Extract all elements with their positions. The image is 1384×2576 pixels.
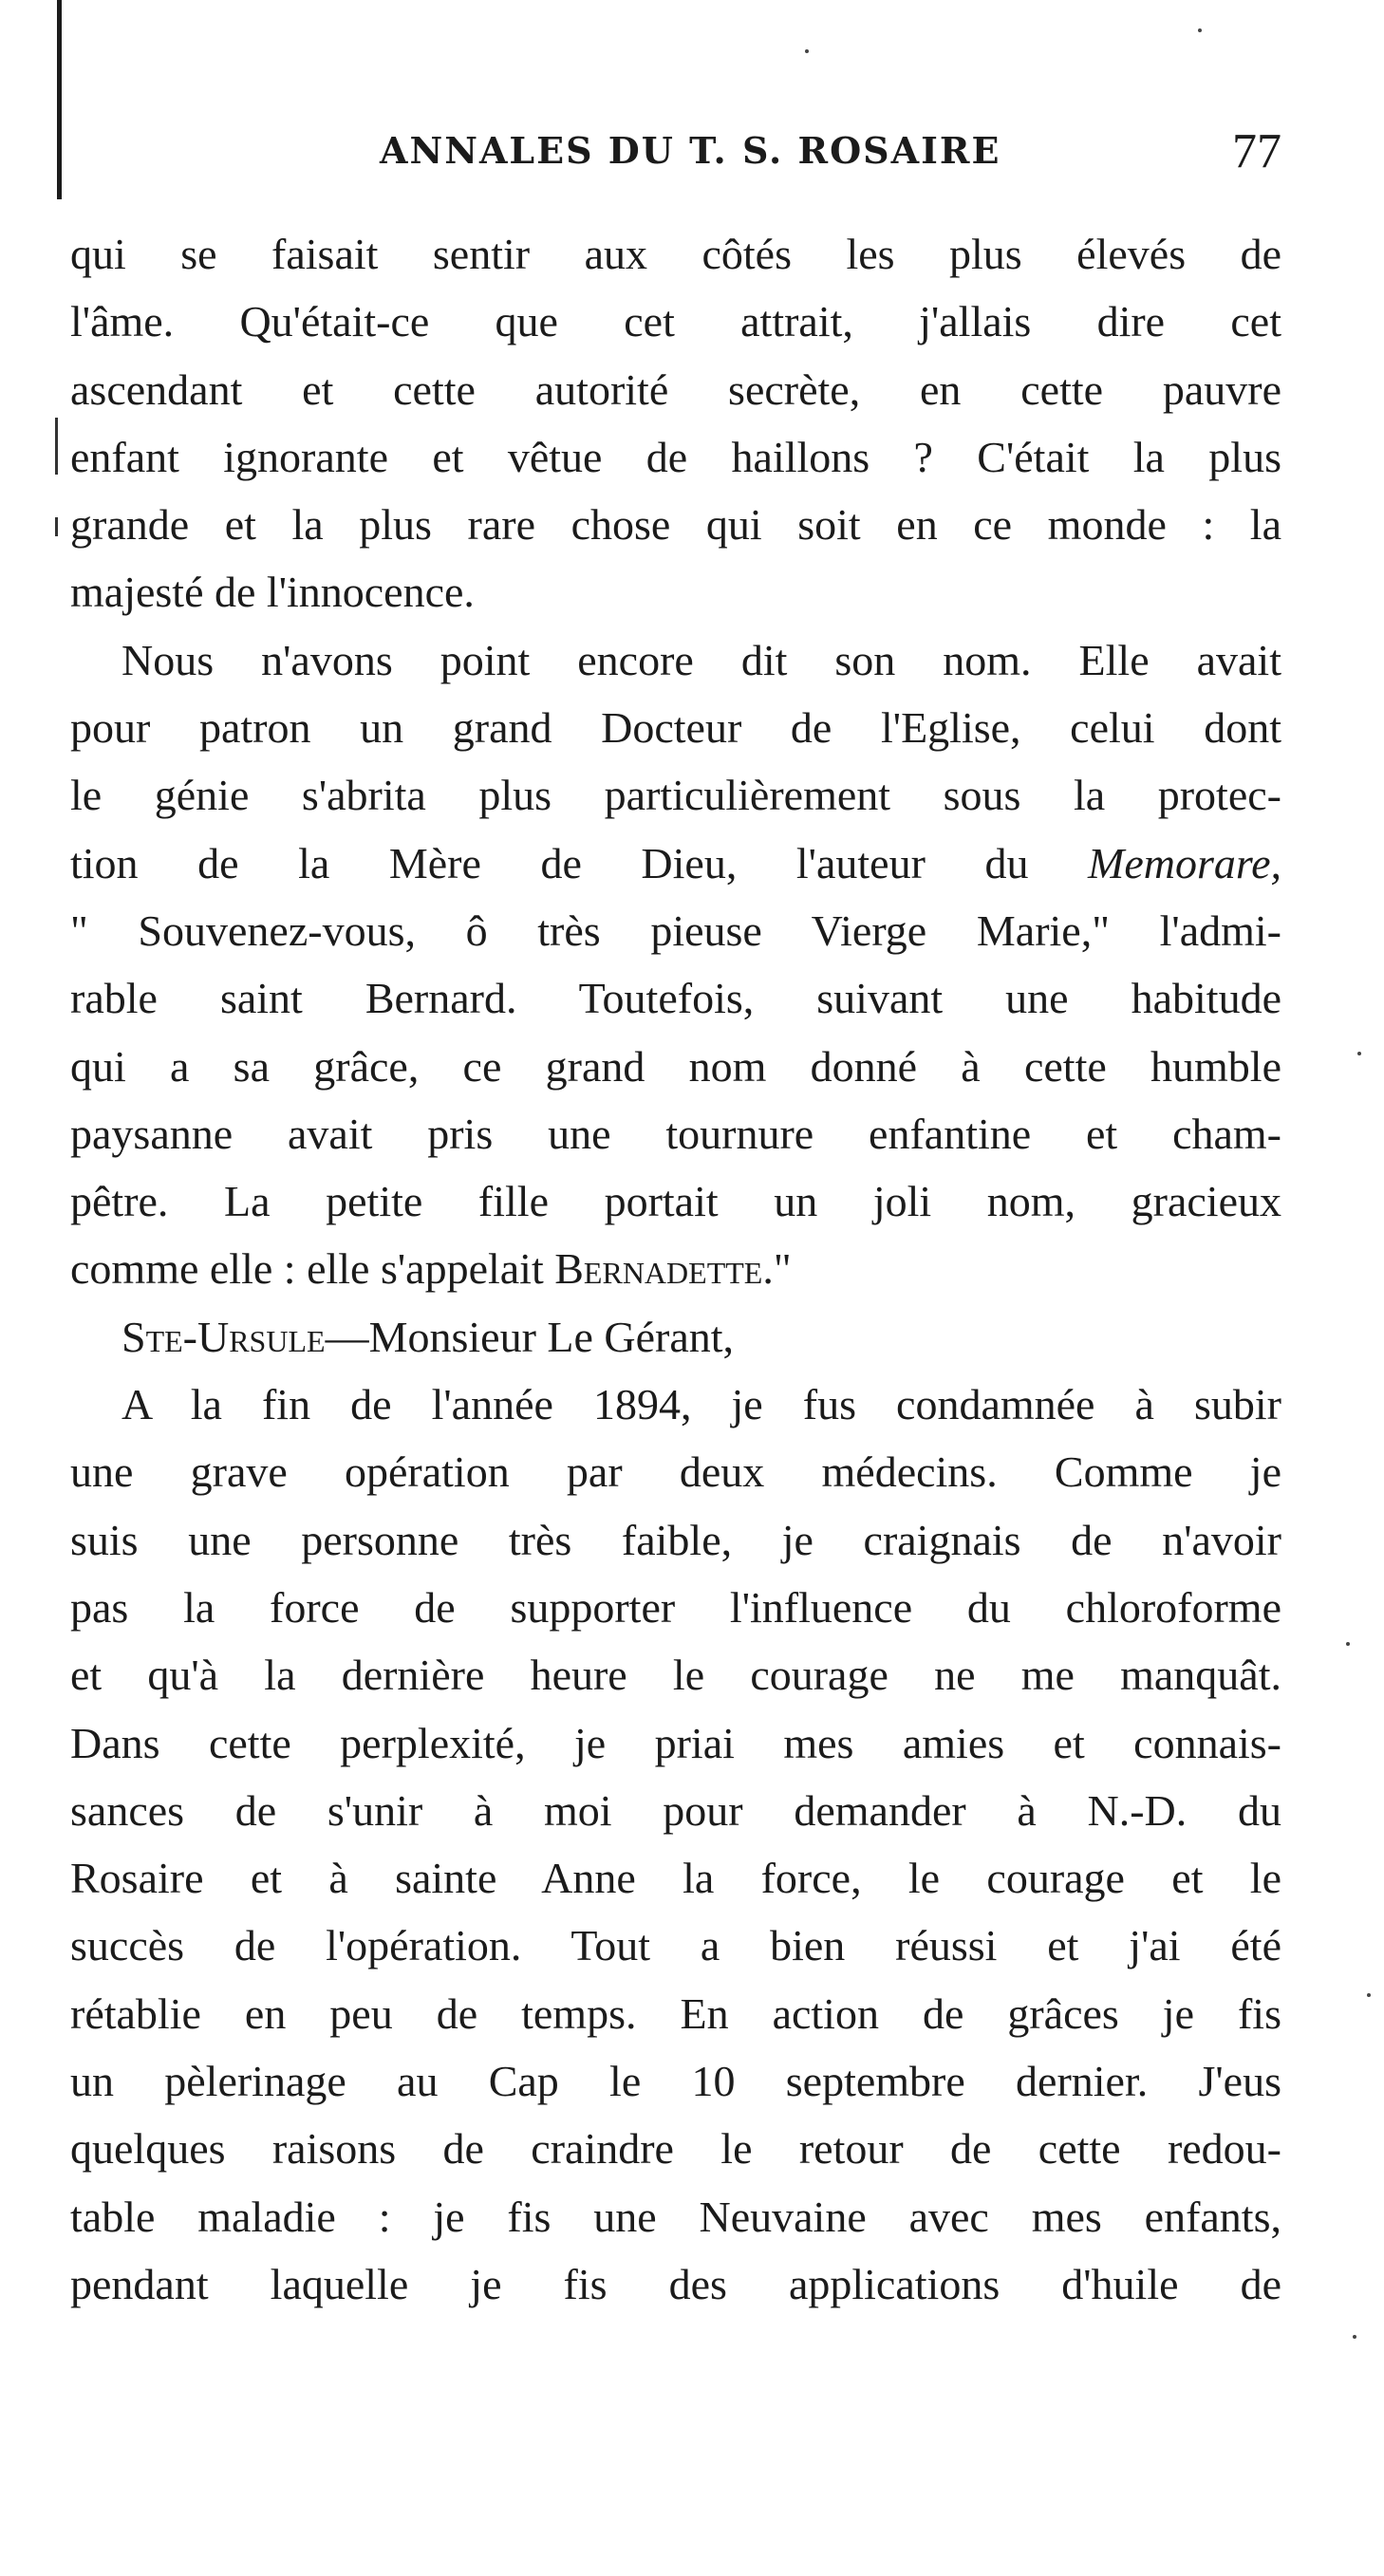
paper-speck: [1346, 1642, 1350, 1646]
paper-speck: [805, 49, 809, 53]
text-line: Nous n'avons point encore dit son nom. Elle avait: [122, 635, 1281, 684]
page-number: 77: [1232, 124, 1281, 178]
text-line: rétablie en peu de temps. En action de grâces je fis: [70, 1988, 1281, 2038]
text-line: ascendant et cette autorité secrète, en cette pauvre: [70, 364, 1281, 414]
text-line: Dans cette perplexité, je priai mes amies et connais-: [70, 1718, 1281, 1767]
text-line: quelques raisons de craindre le retour de cette redou-: [70, 2124, 1281, 2174]
text-line: l'âme. Qu'était-ce que cet attrait, j'allais dire cet: [70, 297, 1281, 346]
text-line: [70, 1235, 1281, 1302]
margin-mark: [55, 517, 58, 536]
text-line: " Souvenez-vous, ô très pieuse Vierge Marie," l'admi-: [70, 905, 1281, 955]
body-text: [70, 220, 1281, 2318]
text-line: suis une personne très faible, je craignais de n'avoir: [70, 1515, 1281, 1564]
text-line: pendant laquelle je fis des applications d'huile de: [70, 2259, 1281, 2308]
text-line: succès de l'opération. Tout a bien réussi et j'ai été: [70, 1921, 1281, 1970]
text-line: grande et la plus rare chose qui soit en ce monde : la: [70, 500, 1281, 550]
text-line: qui se faisait sentir aux côtés les plus élevés de: [70, 230, 1281, 278]
smallcaps-name: Bernadette.": [554, 1244, 792, 1294]
text-line: pas la force de supporter l'influence du chloroforme: [70, 1582, 1281, 1632]
text-line: une grave opération par deux médecins. Comme je: [70, 1447, 1281, 1497]
text-line: paysanne avait pris une tournure enfantine et cham-: [70, 1109, 1281, 1158]
text-segment: tion de la Mère de Dieu, l'auteur du: [70, 838, 1029, 887]
text-line: Rosaire et à sainte Anne la force, le courage et le: [70, 1854, 1281, 1903]
text-segment: —Monsieur Le Gérant,: [325, 1312, 735, 1361]
text-line: majesté de l'innocence.: [70, 568, 475, 617]
text-line: un pèlerinage au Cap le 10 septembre dernier. J'eus: [70, 2057, 1281, 2106]
paper-speck: [1357, 1052, 1361, 1055]
text-line: table maladie : je fis une Neuvaine avec mes enfants,: [70, 2192, 1281, 2241]
text-line: et qu'à la dernière heure le courage ne me manquât.: [70, 1651, 1281, 1700]
text-line: A la fin de l'année 1894, je fus condamnée à subir: [122, 1380, 1281, 1429]
text-line: le génie s'abrita plus particulièrement sous la protec-: [70, 771, 1281, 820]
text-line: pour patron un grand Docteur de l'Eglise, celui dont: [70, 703, 1281, 753]
margin-mark: [55, 418, 58, 475]
text-line: sances de s'unir à moi pour demander à N.-D. du: [70, 1785, 1281, 1835]
paper-speck: [1367, 1993, 1371, 1997]
paper-speck: [1198, 28, 1202, 32]
margin-rule: [57, 0, 62, 199]
text-line: pêtre. La petite fille portait un joli nom, gracieux: [70, 1177, 1281, 1226]
running-head: ANNALES DU T. S. ROSAIRE: [380, 129, 1001, 172]
page-header: [66, 123, 1281, 180]
text-line: qui a sa grâce, ce grand nom donné à cette humble: [70, 1041, 1281, 1091]
paper-speck: [1353, 2335, 1356, 2339]
text-line: rable saint Bernard. Toutefois, suivant une habitude: [70, 974, 1281, 1023]
text-line: [70, 1303, 1281, 1371]
place-name: Ste-Ursule: [122, 1312, 326, 1361]
italic-title: Memorare,: [1088, 838, 1281, 887]
text-segment: comme elle : elle s'appelait: [70, 1244, 544, 1294]
text-line: [70, 830, 1281, 897]
text-line: enfant ignorante et vêtue de haillons ? C'était la plus: [70, 432, 1281, 481]
